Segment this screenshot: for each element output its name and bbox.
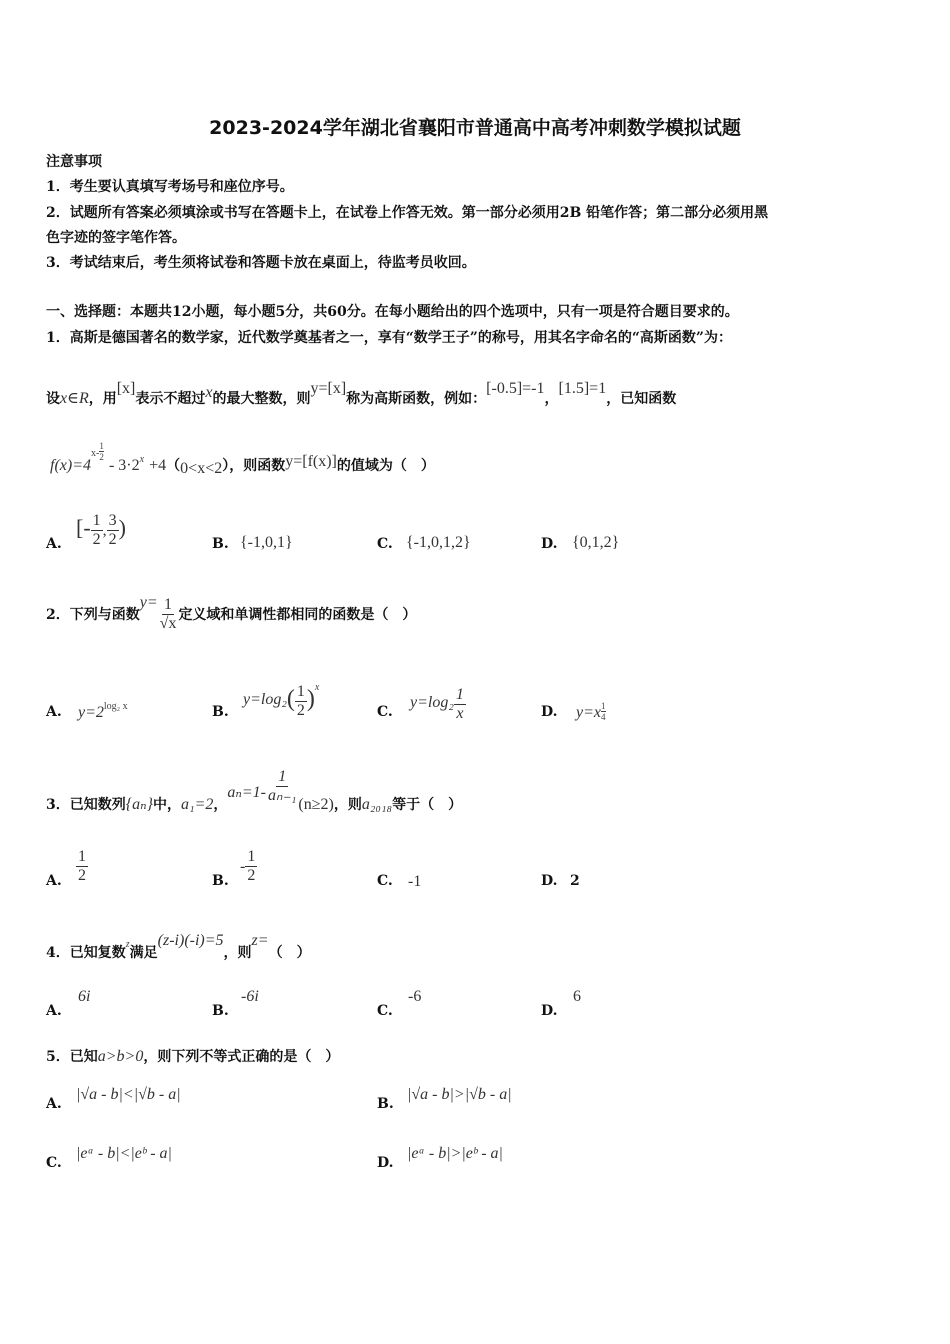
f-exp-den: 2 <box>99 452 104 462</box>
q2-option-c-label[interactable]: C. <box>377 704 393 720</box>
den: 2 <box>78 867 86 884</box>
notice-3: 3．考试结束后，考生须将试卷和答题卡放在桌面上，待监考员收回。 <box>46 255 476 271</box>
den: 2 <box>296 702 305 719</box>
fraction <box>295 683 307 720</box>
q2-fraction <box>158 596 179 633</box>
q4-math: z <box>125 939 130 950</box>
q1-math: y=[x] <box>310 380 347 397</box>
f-rest-exp: x <box>139 454 145 465</box>
num: 1 <box>164 596 173 613</box>
section-1-heading: 一、选择题：本题共12小题，每小题5分，共60分。在每小题给出的四个选项中，只有一项是符合题目要求的。 <box>46 304 739 320</box>
q5-option-b[interactable]: |√a - b|>|√b - a| <box>407 1086 512 1103</box>
q5-text: 5．已知 <box>46 1049 98 1065</box>
q1-option-c[interactable]: {-1,0,1,2} <box>406 534 471 551</box>
q2-option-a[interactable] <box>78 702 128 722</box>
fraction <box>245 848 257 885</box>
q5-option-c[interactable]: |eᵃ - b|<|eᵇ - a| <box>76 1145 172 1162</box>
q4-math: (z-i)(-i)=5 <box>157 932 224 949</box>
f-exp-num: 1 <box>99 441 104 451</box>
q1-text: 的最大整数，则 <box>212 391 311 407</box>
q1-option-a[interactable]: [- $\frac{1}{2}$ , $\frac{3}{2}$ ) <box>76 512 126 548</box>
q1-math: [1.5]=1 <box>558 380 607 397</box>
q1-text: ，则函数 <box>229 458 286 474</box>
q4-option-a[interactable]: 6i <box>78 988 91 1005</box>
q2-y: y= <box>139 594 158 611</box>
q1-option-b[interactable]: {-1,0,1} <box>240 534 293 551</box>
q1-option-d-label[interactable]: D. <box>541 536 558 552</box>
q1-option-a-label[interactable]: A. <box>46 536 62 552</box>
fraction <box>454 686 466 723</box>
q4-option-c-label[interactable]: C. <box>377 1003 393 1019</box>
q1-text: ，已知函数 <box>606 391 677 407</box>
q1-option-b-label[interactable]: B. <box>212 536 229 552</box>
f-exp-frac <box>99 441 104 462</box>
paren-left: （ <box>166 458 181 474</box>
q3-math: (n≥2) <box>298 796 334 813</box>
q3-math: a₁=2 <box>181 796 214 813</box>
q2-option-b[interactable]: y=log₂( $\frac{1}{2}$ )$^x$ <box>243 682 320 719</box>
f-condition: 0<x<2 <box>180 460 223 477</box>
q1-math: y=[f(x)] <box>285 453 337 470</box>
q4-option-d[interactable]: 6 <box>573 988 581 1005</box>
q3-text: ， <box>213 797 228 813</box>
minus: - <box>240 858 246 875</box>
q3-text: ，则 <box>333 797 362 813</box>
expr: y=log₂ <box>410 694 454 711</box>
bracket: [- <box>76 515 91 540</box>
q2-text: 2．下列与函数 <box>46 607 140 623</box>
q4-option-d-label[interactable]: D. <box>541 1003 558 1019</box>
q1-text: 表示不超过 <box>135 391 206 407</box>
notice-2: 2．试题所有答案必须填涂或书写在答题卡上，在试卷上作答无效。第一部分必须用2B 铅笔作答；第二部分必须用黑 <box>46 205 769 221</box>
q2-option-d[interactable] <box>576 694 606 722</box>
q4-option-b[interactable]: -6i <box>241 988 259 1005</box>
den: 2 <box>108 531 117 548</box>
sup-frac <box>601 701 606 722</box>
notice-2-cont: 色字迹的签字笔作答。 <box>46 230 186 246</box>
q2-stem <box>46 596 416 633</box>
sup: x <box>314 682 320 693</box>
num: 1 <box>278 768 287 785</box>
q5-option-d-label[interactable]: D. <box>377 1155 394 1171</box>
f-rest: - 3·2 <box>108 457 140 474</box>
q1-line-1: 1．高斯是德国著名的数学家，近代数学奠基者之一，享有“数学王子”的称号，用其名字命名的“高斯函数”为： <box>46 330 732 346</box>
q5-option-a[interactable]: |√a - b|<|√b - a| <box>76 1086 181 1103</box>
q3-fraction <box>266 768 298 805</box>
q1-math: x <box>205 384 213 401</box>
q1-math: [-0.5]=-1 <box>486 380 545 397</box>
den: x <box>456 705 464 722</box>
q1-text: 设 <box>46 391 60 407</box>
q4-stem <box>46 930 311 961</box>
fraction <box>76 848 88 885</box>
q4-option-a-label[interactable]: A. <box>46 1003 62 1019</box>
bracket: ) <box>118 515 126 540</box>
q3-option-c-label[interactable]: C. <box>377 873 393 889</box>
q4-text: 4．已知复数 <box>46 945 126 961</box>
q3-text: 等于（ ） <box>392 797 463 813</box>
expr: y=2 <box>78 704 104 721</box>
num: 1 <box>247 848 256 865</box>
den: 2 <box>92 531 101 548</box>
q3-math: aₙ=1- <box>227 784 266 801</box>
q2-option-c[interactable] <box>410 686 466 723</box>
q1-text: ， <box>544 391 559 407</box>
q3-option-b[interactable] <box>240 848 257 885</box>
f-exponent <box>91 441 104 460</box>
den: 2 <box>247 867 256 884</box>
num: 1 <box>78 848 86 865</box>
q3-option-d[interactable]: 2 <box>570 873 580 889</box>
q5-text: ，则下列不等式正确的是（ ） <box>143 1049 340 1065</box>
den: aₙ₋₁ <box>268 787 297 804</box>
q1-math: [x] <box>116 380 136 397</box>
q4-text: 满足 <box>129 945 158 961</box>
f-def: f(x)=4 <box>50 457 91 474</box>
num: 3 <box>108 512 117 529</box>
q4-math: z= <box>251 932 269 949</box>
expr: y=log₂ <box>243 691 287 708</box>
f-tail: +4 <box>149 457 167 474</box>
fraction <box>91 512 103 549</box>
num: 1 <box>296 683 305 700</box>
q5-math: a>b>0 <box>97 1048 144 1065</box>
q2-option-d-label[interactable]: D. <box>541 704 558 720</box>
q3-option-c[interactable]: -1 <box>408 873 422 890</box>
q1-text: 的值域为（ ） <box>336 458 435 474</box>
q4-text: ，则 <box>223 945 252 961</box>
notice-1: 1．考生要认真填写考场号和座位序号。 <box>46 179 294 195</box>
q5-option-b-label[interactable]: B. <box>377 1096 394 1112</box>
q5-option-d[interactable]: |eᵃ - b|>|eᵇ - a| <box>407 1145 503 1162</box>
q1-function <box>50 441 435 477</box>
expr: y=x <box>576 704 601 721</box>
num: 1 <box>601 701 606 711</box>
fraction <box>107 512 119 549</box>
q5-option-a-label[interactable]: A. <box>46 1096 62 1112</box>
q3-option-a-label[interactable]: A. <box>46 873 62 889</box>
q3-math: a₂₀₁₈ <box>361 796 393 813</box>
q3-option-a[interactable] <box>76 848 88 885</box>
q1-option-c-label[interactable]: C. <box>377 536 393 552</box>
q4-option-b-label[interactable]: B. <box>212 1003 229 1019</box>
den: 4 <box>601 712 606 722</box>
q4-option-c[interactable]: -6 <box>408 988 422 1005</box>
q1-line-2 <box>46 380 677 408</box>
num: 1 <box>455 686 464 703</box>
q5-stem <box>46 1046 339 1066</box>
q3-math: {aₙ} <box>125 796 154 813</box>
q2-option-b-label[interactable]: B. <box>212 704 229 720</box>
q4-text: （ ） <box>268 945 311 961</box>
sup: log₂ x <box>103 701 128 712</box>
f-exp: x- <box>91 448 100 459</box>
den: √x <box>159 615 177 632</box>
q2-text: 定义域和单调性都相同的函数是（ ） <box>178 607 417 623</box>
q1-option-d[interactable]: {0,1,2} <box>572 534 620 551</box>
q5-option-c-label[interactable]: C. <box>46 1155 62 1171</box>
q3-stem <box>46 768 463 813</box>
q1-text: ，用 <box>88 391 117 407</box>
q3-option-d-label[interactable]: D. <box>541 873 558 889</box>
q1-text: 称为高斯函数，例如： <box>346 391 487 407</box>
paren-right: ） <box>222 458 230 474</box>
page-title: 2023-2024学年湖北省襄阳市普通高中高考冲刺数学模拟试题 <box>209 117 741 139</box>
q1-math: x∈R <box>60 390 89 407</box>
num: 1 <box>92 512 101 529</box>
q2-option-a-label[interactable]: A. <box>46 704 62 720</box>
notice-header: 注意事项 <box>46 154 102 170</box>
q3-option-b-label[interactable]: B. <box>212 873 229 889</box>
q3-text: 中， <box>153 797 182 813</box>
q3-text: 3．已知数列 <box>46 797 126 813</box>
